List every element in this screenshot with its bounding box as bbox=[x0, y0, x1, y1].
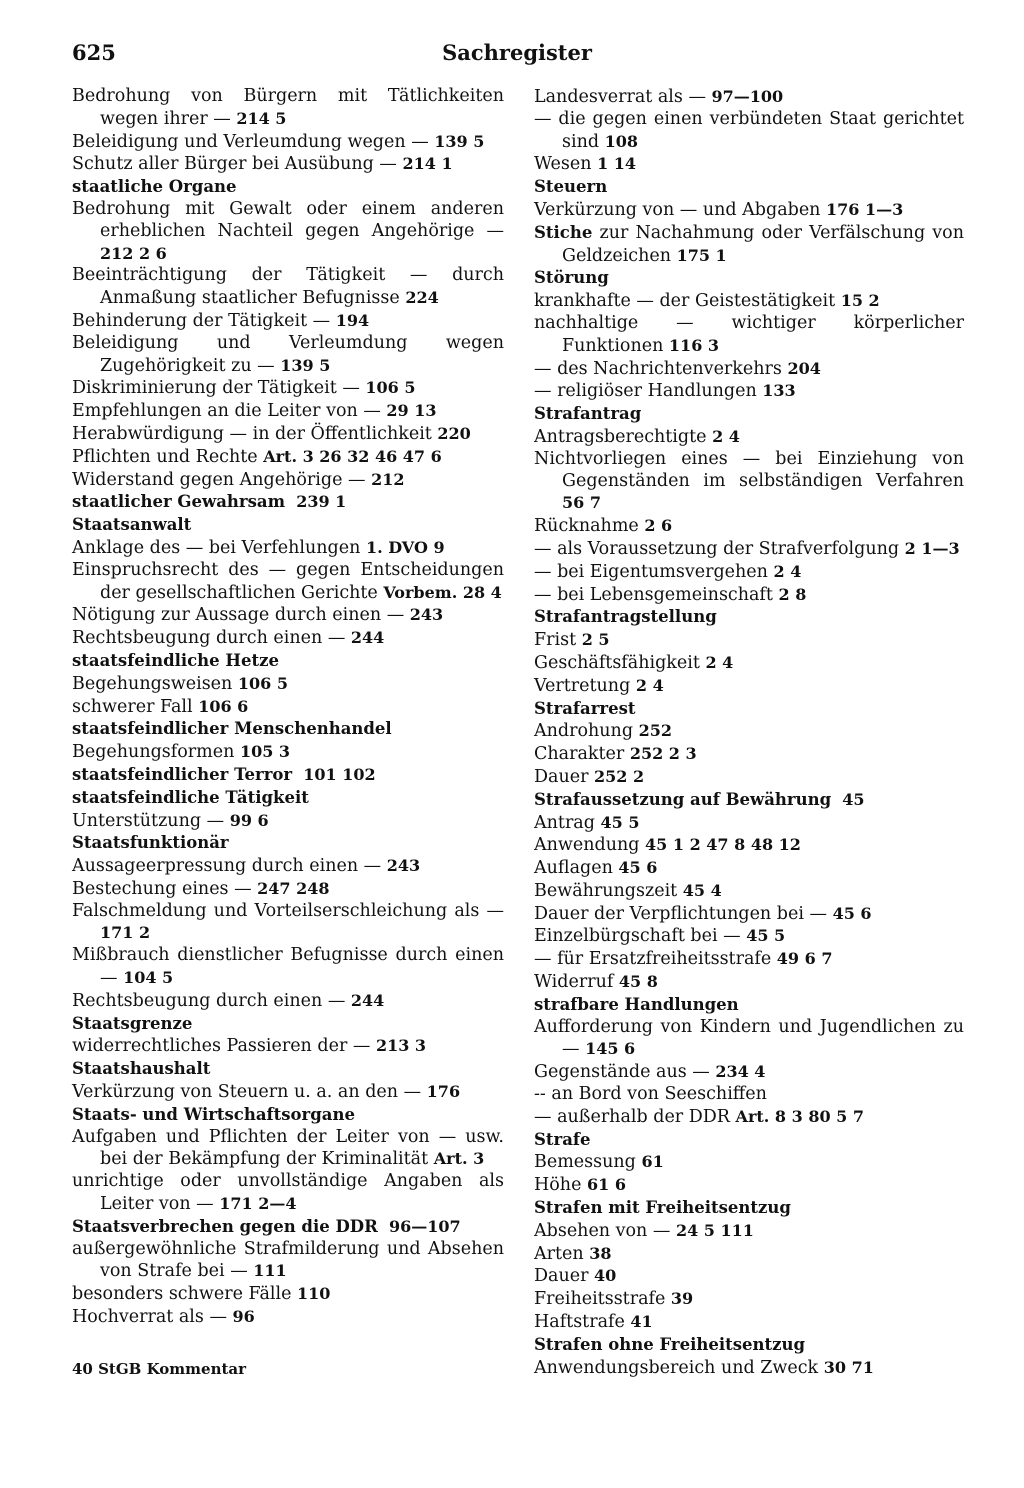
index-entry-text: Bemessung bbox=[534, 1152, 642, 1173]
index-entry-text: Pflichten und Rechte bbox=[72, 446, 264, 467]
index-heading-label: Staatshaushalt bbox=[72, 1059, 211, 1079]
index-entry bbox=[72, 810, 504, 833]
index-entry-text: Charakter bbox=[534, 744, 630, 765]
index-entry bbox=[534, 426, 964, 449]
index-entry bbox=[534, 971, 964, 994]
index-entry-text: Nötigung zur Aussage durch einen — bbox=[72, 605, 410, 626]
index-entry bbox=[534, 675, 964, 698]
index-entry-text: Verkürzung von Steuern u. a. an den — bbox=[72, 1082, 427, 1103]
index-entry bbox=[72, 901, 504, 946]
index-entry bbox=[72, 400, 504, 423]
index-entry-text: Aufforderung von Kindern und Jugendlichen zu — bbox=[534, 1016, 964, 1060]
index-entry bbox=[534, 834, 964, 857]
index-entry-text: zur Nachahmung oder Verfälschung von Geldzeichen bbox=[562, 222, 964, 266]
index-entry-text: Einzelbürgschaft bei — bbox=[534, 926, 747, 947]
index-heading bbox=[72, 491, 504, 514]
index-entry-text: — religiöser Handlungen bbox=[534, 381, 763, 402]
index-reference: 214 5 bbox=[236, 108, 287, 128]
index-entry bbox=[534, 584, 964, 607]
index-entry-text: Auflagen bbox=[534, 858, 619, 879]
index-reference: 239 1 bbox=[296, 492, 347, 512]
index-entry bbox=[534, 199, 964, 222]
index-reference: 139 5 bbox=[280, 355, 331, 375]
index-reference: 220 bbox=[437, 423, 471, 443]
index-entry-text: Herabwürdigung — in der Öffentlichkeit bbox=[72, 423, 438, 444]
index-reference: 214 1 bbox=[402, 154, 453, 174]
index-entry bbox=[72, 423, 504, 446]
index-heading-label: staatsfeindliche Tätigkeit bbox=[72, 787, 309, 807]
index-heading bbox=[72, 176, 504, 199]
index-reference: 2 8 bbox=[778, 584, 807, 604]
index-heading-label: Strafen mit Freiheitsentzug bbox=[534, 1198, 791, 1218]
index-entry-text: Bedrohung von Bürgern mit Tätlichkeiten wegen ihrer — bbox=[72, 86, 504, 129]
index-entry bbox=[534, 1357, 964, 1380]
index-heading-label: Strafen ohne Freiheitsentzug bbox=[534, 1334, 806, 1354]
index-entry bbox=[72, 604, 504, 627]
index-heading bbox=[72, 718, 504, 741]
index-heading bbox=[534, 698, 964, 721]
index-entry-text: Vertretung bbox=[534, 675, 636, 696]
index-entry bbox=[534, 1061, 964, 1084]
index-entry bbox=[72, 265, 504, 310]
index-entry-text: Gegenstände aus — bbox=[534, 1062, 716, 1083]
index-entry-text: Haftstrafe bbox=[534, 1312, 631, 1333]
index-entry-text: Dauer bbox=[534, 1266, 595, 1287]
index-entry-text: Anwendungsbereich und Zweck bbox=[534, 1357, 824, 1378]
index-entry bbox=[72, 446, 504, 469]
index-reference: 133 bbox=[762, 381, 796, 401]
index-reference: Art. 8 3 80 5 7 bbox=[735, 1106, 864, 1126]
index-entry-text: Beleidigung und Verleumdung wegen Zugehörigkeit zu — bbox=[72, 332, 504, 376]
index-reference: 247 248 bbox=[257, 878, 330, 898]
index-heading bbox=[534, 606, 964, 629]
index-entry-text: außergewöhnliche Strafmilderung und Absehen von Strafe bei — bbox=[72, 1238, 504, 1282]
index-entry bbox=[72, 1283, 504, 1306]
index-entry-text: Dauer bbox=[534, 766, 595, 787]
index-entry-text: Widerstand gegen Angehörige — bbox=[72, 469, 372, 490]
index-entry-text: Einspruchsrecht des — gegen Entscheidungen der gesellschaftlichen Gerichte bbox=[72, 559, 504, 603]
index-entry bbox=[72, 1171, 504, 1216]
index-entry bbox=[72, 537, 504, 560]
index-reference: 204 bbox=[787, 358, 821, 378]
index-heading-label: Strafantragstellung bbox=[534, 607, 717, 627]
index-entry bbox=[534, 290, 964, 313]
index-reference: 244 bbox=[350, 628, 385, 648]
index-entry-text: Begehungsweisen bbox=[72, 673, 238, 694]
index-entry-text: Nichtvorliegen eines — bei Einziehung von Gegenständen im selbständigen Verfahren bbox=[534, 448, 964, 491]
index-entry bbox=[72, 333, 504, 378]
index-reference: 101 102 bbox=[303, 764, 376, 784]
index-heading bbox=[534, 789, 964, 812]
index-reference: 212 2 6 bbox=[100, 243, 167, 263]
index-entry bbox=[534, 652, 964, 675]
index-heading-label: staatsfeindlicher Menschenhandel bbox=[72, 719, 392, 739]
page-number: 625 bbox=[72, 40, 116, 65]
index-reference: 24 5 111 bbox=[675, 1220, 754, 1240]
index-entry bbox=[534, 86, 964, 109]
index-reference: 49 6 7 bbox=[776, 949, 833, 969]
index-heading bbox=[534, 1197, 964, 1220]
index-entry-text: -- an Bord von Seeschiffen bbox=[534, 1084, 767, 1105]
index-column-right bbox=[534, 86, 964, 1379]
index-reference: 56 7 bbox=[562, 493, 601, 513]
index-entry bbox=[534, 743, 964, 766]
index-reference: 40 bbox=[594, 1266, 617, 1286]
index-entry bbox=[534, 812, 964, 835]
index-reference: 45 4 bbox=[682, 880, 722, 900]
index-reference: 96—107 bbox=[388, 1216, 461, 1236]
index-reference: 39 bbox=[670, 1289, 694, 1309]
index-entry-text: besonders schwere Fälle bbox=[72, 1284, 297, 1305]
index-reference: 176 bbox=[426, 1082, 461, 1102]
index-entry-text: Landesverrat als — bbox=[534, 87, 712, 107]
index-reference: 45 8 bbox=[618, 972, 658, 992]
index-entry-text: schwerer Fall bbox=[72, 696, 199, 717]
index-reference: 2 1—3 bbox=[904, 538, 960, 558]
index-reference: 1. DVO 9 bbox=[365, 537, 445, 557]
index-reference: 116 3 bbox=[668, 335, 720, 355]
index-heading bbox=[72, 514, 504, 537]
index-heading-label: Störung bbox=[534, 268, 609, 288]
index-entry-text: Aussageerpressung durch einen — bbox=[72, 856, 387, 877]
index-entry-text: Widerruf bbox=[534, 972, 619, 993]
index-heading bbox=[72, 650, 504, 673]
index-entry bbox=[72, 153, 504, 176]
index-entry bbox=[72, 1081, 504, 1104]
index-reference: 29 13 bbox=[386, 401, 437, 421]
index-heading-label: Staatsverbrechen gegen die DDR bbox=[72, 1216, 378, 1236]
index-entry-text: Hochverrat als — bbox=[72, 1307, 233, 1328]
index-entry bbox=[534, 449, 964, 515]
index-entry bbox=[72, 1239, 504, 1284]
index-entry bbox=[534, 766, 964, 789]
index-entry-text: Arten bbox=[534, 1243, 590, 1264]
index-entry-text: Bedrohung mit Gewalt oder einem anderen erheblichen Nachteil gegen Angehörige — bbox=[72, 198, 504, 241]
index-heading-label: staatsfeindliche Hetze bbox=[72, 650, 279, 670]
index-entry-text: Wesen bbox=[534, 154, 598, 175]
index-entry bbox=[534, 1220, 964, 1243]
index-entry-text: Androhung bbox=[534, 721, 639, 742]
index-entry bbox=[72, 1127, 504, 1172]
index-heading bbox=[534, 1129, 964, 1152]
index-reference: 45 5 bbox=[746, 926, 786, 946]
index-entry bbox=[534, 1265, 964, 1288]
index-entry bbox=[534, 380, 964, 403]
index-reference: 61 6 bbox=[587, 1175, 626, 1195]
index-heading-label: Staatsanwalt bbox=[72, 515, 192, 535]
index-heading bbox=[534, 176, 964, 199]
index-entry-text: Antrag bbox=[534, 812, 601, 833]
index-reference: 176 1—3 bbox=[826, 199, 904, 219]
index-entry-text: Beeinträchtigung der Tätigkeit — durch Anmaßung staatlicher Befugnisse bbox=[72, 265, 504, 309]
index-entry bbox=[534, 1084, 964, 1106]
index-heading bbox=[72, 1216, 504, 1239]
index-reference: 234 4 bbox=[715, 1062, 766, 1082]
index-entry bbox=[534, 515, 964, 538]
index-reference: 106 5 bbox=[237, 673, 288, 693]
index-entry-text: Geschäftsfähigkeit bbox=[534, 652, 706, 673]
index-reference: 2 4 bbox=[712, 426, 740, 446]
index-entry-text: Freiheitsstrafe bbox=[534, 1289, 671, 1310]
index-reference: 15 2 bbox=[840, 291, 880, 311]
index-reference: 2 4 bbox=[635, 675, 664, 695]
index-reference: 252 2 3 bbox=[629, 744, 697, 764]
index-reference: 97—100 bbox=[711, 87, 784, 106]
index-reference: 252 bbox=[638, 721, 672, 741]
index-heading bbox=[72, 1058, 504, 1081]
index-entry-text: krankhafte — der Geistestätigkeit bbox=[534, 291, 841, 312]
index-entry bbox=[534, 629, 964, 652]
index-entry bbox=[534, 1174, 964, 1197]
index-entry bbox=[534, 720, 964, 743]
index-entry bbox=[72, 560, 504, 605]
index-heading bbox=[72, 1104, 504, 1127]
index-reference: 2 6 bbox=[644, 516, 673, 536]
index-heading-label: staatliche Organe bbox=[72, 177, 237, 197]
index-heading bbox=[72, 1013, 504, 1036]
index-entry-text: Behinderung der Tätigkeit — bbox=[72, 310, 336, 331]
index-entry-text: Dauer der Verpflichtungen bei — bbox=[534, 903, 833, 924]
index-entry-text: Frist bbox=[534, 630, 582, 651]
index-reference: 106 6 bbox=[198, 696, 249, 716]
index-reference: 2 4 bbox=[773, 561, 802, 581]
index-reference: 171 2—4 bbox=[219, 1194, 297, 1214]
index-heading bbox=[534, 1334, 964, 1357]
index-reference: 1 14 bbox=[597, 154, 637, 174]
index-reference: 145 6 bbox=[585, 1039, 636, 1059]
index-heading-label: Strafantrag bbox=[534, 404, 642, 424]
index-entry-text: Bewährungszeit bbox=[534, 880, 683, 901]
index-entry bbox=[534, 561, 964, 584]
index-reference: 252 2 bbox=[594, 766, 645, 786]
index-heading-label: Strafaussetzung auf Bewährung bbox=[534, 789, 832, 809]
index-entry bbox=[72, 855, 504, 878]
index-entry-text: — als Voraussetzung der Strafverfolgung bbox=[534, 538, 905, 559]
index-reference: 105 3 bbox=[239, 742, 291, 762]
index-reference: 213 3 bbox=[375, 1036, 427, 1056]
index-column-left bbox=[72, 86, 504, 1329]
index-entry-text: Bestechung eines — bbox=[72, 878, 258, 899]
index-heading-label: staatsfeindlicher Terror bbox=[72, 764, 293, 784]
index-entry-text: Rechtsbeugung durch einen — bbox=[72, 990, 351, 1011]
index-entry bbox=[534, 358, 964, 381]
index-entry bbox=[534, 1311, 964, 1334]
footer-signature: 40 StGB Kommentar bbox=[72, 1360, 247, 1378]
index-reference: 99 6 bbox=[229, 810, 269, 830]
index-entry-text: Unterstützung — bbox=[72, 810, 230, 831]
index-reference: 139 5 bbox=[434, 131, 485, 151]
index-reference: 2 5 bbox=[581, 630, 610, 650]
index-entry-text: — des Nachrichtenverkehrs bbox=[534, 358, 788, 379]
index-reference: 243 bbox=[409, 605, 444, 625]
index-entry bbox=[534, 538, 964, 561]
index-heading bbox=[534, 222, 964, 268]
index-heading-label: Staatsfunktionär bbox=[72, 833, 229, 853]
index-entry-text: Absehen von — bbox=[534, 1220, 676, 1241]
index-entry-text: Anklage des — bei Verfehlungen bbox=[72, 537, 366, 558]
index-reference: 243 bbox=[386, 856, 421, 876]
index-entry-text: Rücknahme bbox=[534, 516, 645, 537]
index-heading-label: strafbare Handlungen bbox=[534, 994, 739, 1014]
index-entry bbox=[534, 1151, 964, 1174]
index-entry bbox=[534, 1243, 964, 1266]
index-entry bbox=[534, 109, 964, 154]
index-reference: 111 bbox=[253, 1261, 287, 1281]
index-reference: 175 1 bbox=[676, 245, 727, 265]
index-heading-label: staatlicher Gewahrsam bbox=[72, 492, 286, 512]
index-entry-text: Höhe bbox=[534, 1175, 587, 1196]
index-entry bbox=[534, 925, 964, 948]
index-entry-text: Falschmeldung und Vorteilserschleichung als — bbox=[72, 900, 504, 921]
index-reference: Vorbem. 28 4 bbox=[383, 582, 502, 602]
index-heading-label: Strafe bbox=[534, 1129, 591, 1149]
index-entry bbox=[72, 990, 504, 1013]
index-reference: 171 2 bbox=[100, 923, 151, 943]
index-entry-text: Antragsberechtigte bbox=[534, 426, 713, 447]
index-entry bbox=[534, 948, 964, 971]
index-reference: 38 bbox=[589, 1243, 612, 1263]
index-entry bbox=[72, 741, 504, 764]
index-reference: 45 1 2 47 8 48 12 bbox=[645, 835, 801, 855]
index-reference: 96 bbox=[232, 1307, 255, 1327]
index-entry-text: Begehungsformen bbox=[72, 742, 240, 763]
index-reference: 61 bbox=[641, 1152, 664, 1172]
index-entry bbox=[72, 627, 504, 650]
index-entry bbox=[534, 153, 964, 176]
index-entry-text: Schutz aller Bürger bei Ausübung — bbox=[72, 154, 403, 175]
index-entry bbox=[534, 880, 964, 903]
index-entry-text: nachhaltige — wichtiger körperlicher Funktionen bbox=[534, 312, 964, 356]
index-heading bbox=[534, 267, 964, 290]
index-reference: 41 bbox=[630, 1312, 653, 1332]
index-reference: 45 6 bbox=[832, 903, 872, 923]
index-reference: 244 bbox=[350, 990, 385, 1010]
index-entry bbox=[72, 199, 504, 265]
index-entry bbox=[72, 1035, 504, 1058]
index-reference: 45 6 bbox=[618, 858, 658, 878]
index-reference: 45 5 bbox=[600, 812, 640, 832]
index-entry-text: — bei Lebensgemeinschaft bbox=[534, 584, 779, 605]
index-entry bbox=[534, 1288, 964, 1311]
index-heading-label: Stiche bbox=[534, 222, 593, 242]
index-reference: 45 bbox=[842, 789, 865, 809]
index-reference: 224 bbox=[405, 288, 439, 308]
index-entry bbox=[72, 86, 504, 131]
index-entry-text: Beleidigung und Verleumdung wegen — bbox=[72, 131, 435, 152]
index-entry bbox=[72, 696, 504, 719]
index-entry bbox=[72, 673, 504, 696]
index-entry-text: Verkürzung von — und Abgaben bbox=[534, 199, 827, 220]
index-heading bbox=[72, 832, 504, 855]
index-heading bbox=[534, 403, 964, 426]
index-entry bbox=[534, 903, 964, 926]
index-reference: Art. 3 bbox=[433, 1149, 485, 1169]
index-entry bbox=[72, 310, 504, 333]
index-entry-text: Rechtsbeugung durch einen — bbox=[72, 628, 351, 649]
index-entry bbox=[534, 313, 964, 358]
index-entry-text: Empfehlungen an die Leiter von — bbox=[72, 401, 387, 422]
index-entry-text: — die gegen einen verbündeten Staat gerichtet sind bbox=[534, 108, 964, 152]
index-entry-text: — für Ersatzfreiheitsstrafe bbox=[534, 949, 777, 970]
index-reference: 104 5 bbox=[123, 968, 174, 988]
index-entry-text: Diskriminierung der Tätigkeit — bbox=[72, 378, 366, 399]
index-reference: 30 71 bbox=[823, 1357, 874, 1377]
index-entry bbox=[534, 1106, 964, 1129]
index-entry bbox=[534, 857, 964, 880]
index-reference: 106 5 bbox=[365, 378, 416, 398]
index-entry-text: unrichtige oder unvollständige Angaben als Leiter von — bbox=[72, 1171, 504, 1215]
index-entry bbox=[72, 469, 504, 492]
index-entry-text: — bei Eigentumsvergehen bbox=[534, 561, 774, 582]
index-entry-text: Aufgaben und Pflichten der Leiter von — usw. bei der Bekämpfung der Kriminalität bbox=[72, 1126, 504, 1170]
index-entry-text: Anwendung bbox=[534, 835, 646, 856]
index-heading-label: Staatsgrenze bbox=[72, 1013, 193, 1033]
index-reference: 212 bbox=[371, 469, 405, 489]
index-reference: 108 bbox=[604, 131, 639, 151]
index-entry bbox=[534, 1017, 964, 1062]
index-entry-text: Mißbrauch dienstlicher Befugnisse durch einen — bbox=[72, 945, 504, 989]
index-entry-text: widerrechtliches Passieren der — bbox=[72, 1036, 376, 1057]
index-entry bbox=[72, 1306, 504, 1329]
index-entry-text: — außerhalb der DDR bbox=[534, 1106, 736, 1127]
index-heading-label: Steuern bbox=[534, 177, 608, 197]
index-reference: Art. 3 26 32 46 47 6 bbox=[263, 446, 442, 466]
page-title: Sachregister bbox=[442, 40, 592, 65]
index-heading-label: Staats- und Wirtschaftsorgane bbox=[72, 1104, 355, 1124]
index-heading-label: Strafarrest bbox=[534, 698, 636, 718]
index-entry bbox=[72, 377, 504, 400]
index-entry bbox=[72, 131, 504, 154]
index-entry bbox=[72, 945, 504, 990]
index-entry bbox=[72, 878, 504, 901]
index-reference: 194 bbox=[335, 310, 370, 330]
index-heading bbox=[72, 787, 504, 810]
index-reference: 2 4 bbox=[705, 652, 734, 672]
index-heading bbox=[72, 764, 504, 787]
index-reference: 110 bbox=[297, 1284, 331, 1304]
index-heading bbox=[534, 994, 964, 1017]
